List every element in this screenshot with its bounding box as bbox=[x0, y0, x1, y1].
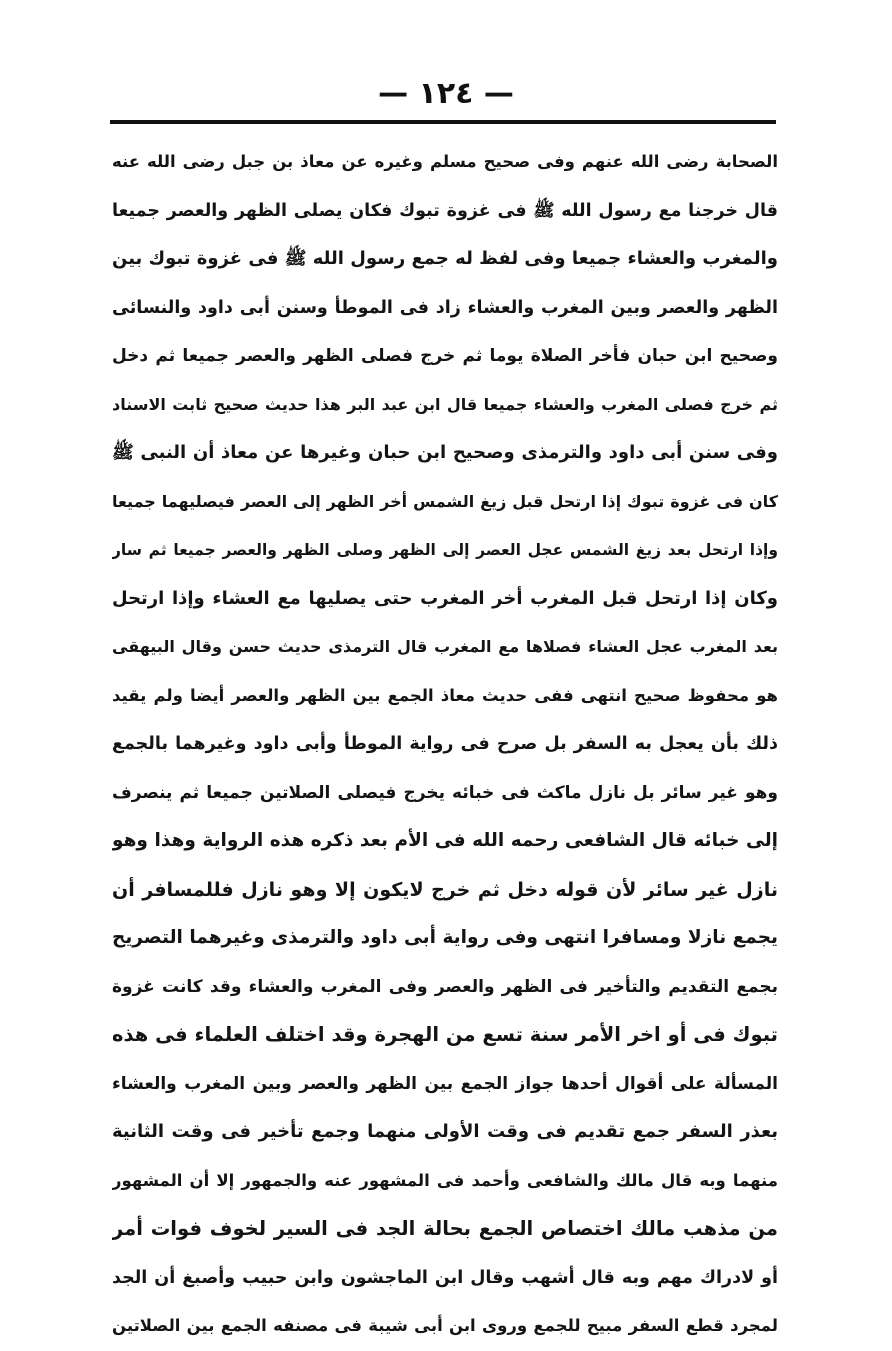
text-line: الصحابة رضى الله عنهم وفى صحيح مسلم وغيره عن معاذ بن جبل رضى الله عنه bbox=[112, 152, 778, 171]
text-line: نازل غير سائر لأن قوله دخل ثم خرج لايكون إلا وهو نازل فللمسافر أن bbox=[112, 878, 778, 901]
text-line: من مذهب مالك اختصاص الجمع بحالة الجد فى السير لخوف فوات أمر bbox=[112, 1217, 778, 1240]
text-line: وإذا ارتحل بعد زيغ الشمس عجل العصر إلى الظهر وصلى الظهر والعصر جميعا ثم سار bbox=[112, 541, 778, 559]
header-rule bbox=[110, 120, 776, 124]
text-line: هو محفوظ صحيح انتهى ففى حديث معاذ الجمع بين الظهر والعصر أيضا ولم يقيد bbox=[112, 685, 778, 705]
text-line: تبوك فى أو اخر الأمر سنة تسع من الهجرة وقد اختلف العلماء فى هذه bbox=[112, 1023, 778, 1046]
text-line: قال خرجنا مع رسول الله ﷺ فى غزوة تبوك فكان يصلى الظهر والعصر جميعا bbox=[112, 200, 778, 221]
text-line: والمغرب والعشاء جميعا وفى لفظ له جمع رسول الله ﷺ فى غزوة تبوك بين bbox=[112, 248, 778, 269]
page-number: — ١٢٤ — bbox=[378, 76, 514, 111]
text-line: بعذر السفر جمع تقديم فى وقت الأولى منهما وجمع تأخير فى وقت الثانية bbox=[112, 1121, 778, 1142]
text-line: إلى خبائه قال الشافعى رحمه الله فى الأم بعد ذكره هذه الرواية وهذا وهو bbox=[112, 830, 778, 851]
text-line: أو لادراك مهم وبه قال أشهب وقال ابن الماجشون وابن حبيب وأصبغ أن الجد bbox=[112, 1267, 778, 1288]
text-line: وكان إذا ارتحل قبل المغرب أخر المغرب حتى يصليها مع العشاء وإذا ارتحل bbox=[112, 587, 778, 609]
text-line: وفى سنن أبى داود والترمذى وصحيح ابن حبان وغيرها عن معاذ أن النبى ﷺ bbox=[112, 442, 778, 463]
text-line: بعد المغرب عجل العشاء فصلاها مع المغرب قال الترمذى حديث حسن وقال البيهقى bbox=[112, 637, 778, 656]
text-line: كان فى غزوة تبوك إذا ارتحل قبل زيغ الشمس أخر الظهر إلى العصر فيصليهما جميعا bbox=[112, 491, 778, 511]
text-line: وصحيح ابن حبان فأخر الصلاة يوما ثم خرج فصلى الظهر والعصر جميعا ثم دخل bbox=[112, 346, 778, 366]
text-line: الظهر والعصر وبين المغرب والعشاء زاد فى الموطأ وسنن أبى داود والنسائى bbox=[112, 297, 778, 318]
text-line: المسألة على أقوال أحدها جواز الجمع بين الظهر والعصر وبين المغرب والعشاء bbox=[112, 1073, 778, 1094]
page-text bbox=[112, 138, 778, 1351]
text-line: بجمع التقديم والتأخير فى الظهر والعصر وفى المغرب والعشاء وقد كانت غزوة bbox=[112, 976, 778, 997]
text-line: ثم خرج فصلى المغرب والعشاء جميعا قال ابن عبد البر هذا حديث صحيح ثابت الاسناد bbox=[112, 394, 778, 414]
text-line: لمجرد قطع السفر مبيح للجمع وروى ابن أبى شيبة فى مصنفه الجمع بين الصلاتين bbox=[112, 1316, 778, 1335]
text-line: وهو غير سائر بل نازل ماكث فى خبائه يخرج فيصلى الصلاتين جميعا ثم ينصرف bbox=[112, 782, 778, 803]
text-line: منهما وبه قال مالك والشافعى وأحمد فى المشهور عنه والجمهور إلا أن المشهور bbox=[112, 1170, 778, 1190]
text-line: ذلك بأن يعجل به السفر بل صرح فى رواية الموطأ وأبى داود وغيرهما بالجمع bbox=[112, 734, 778, 754]
text-line: يجمع نازلا ومسافرا انتهى وفى رواية أبى داود والترمذى وغيرهما التصريح bbox=[112, 927, 778, 948]
